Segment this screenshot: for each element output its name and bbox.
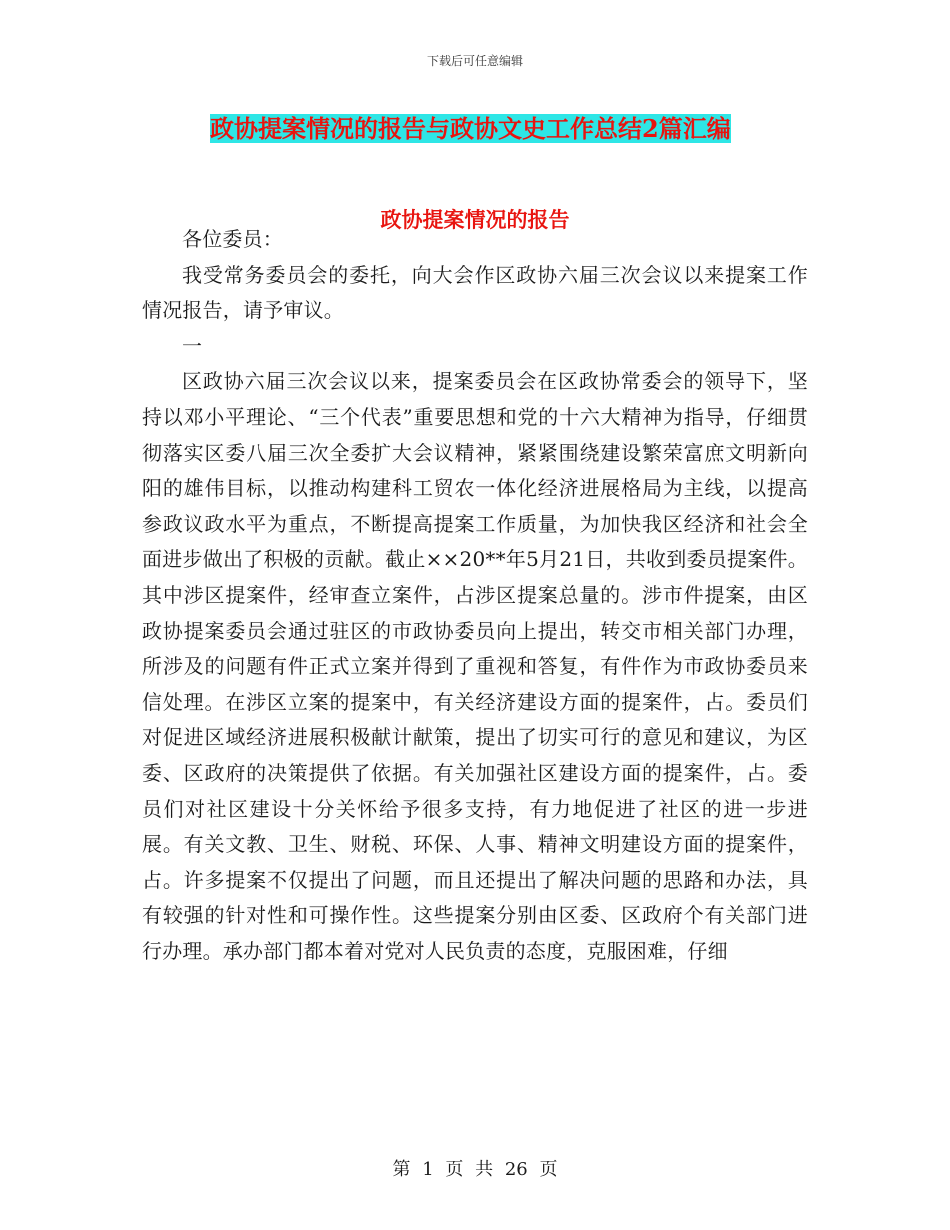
section-number-paragraph: 一 (182, 333, 203, 358)
page-footer: 第 1 页 共 26 页 (392, 1159, 558, 1180)
page-header-note: 下载后可任意编辑 (426, 54, 523, 68)
body-paragraph: 区政协六届三次会议以来，提案委员会在区政协常委会的领导下，坚持以邓小平理论、“三个代表”重要思想和党的十六大精神为指导，仔细贯彻落实区委八届三次全委扩大会议精神，紧紧围绕建设繁荣富庶文明新向阳的雄伟目标，以推动构建科工贸农一体化经济进展格局为主线，以提高参政议政水平为重点，不断提高提案工作质量，为加快我区经济和社会全面进步做出了积极的贡献。截止××20**年5月21日，共收到委员提案件。其中涉区提案件，经审查立案件，占涉区提案总量的。涉市件提案，由区政协提案委员会通过驻区的市政协委员向上提出，转交市相关部门办理，所涉及的问题有件正式立案并得到了重视和答复，有件作为市政协委员来信处理。在涉区立案的提案中，有关经济建设方面的提案件，占。委员们对促进区域经济进展积极献计献策，提出了切实可行的意见和建议，为区委、区政府的决策提供了依据。有关加强社区建设方面的提案件，占。委员们对社区建设十分关怀给予很多支持，有力地促进了社区的进一步进展。有关文教、卫生、财税、环保、人事、精神文明建设方面的提案件，占。许多提案不仅提出了问题，而且还提出了解决问题的思路和办法，具有较强的针对性和可操作性。这些提案分别由区委、区政府个有关部门进行办理。承办部门都本着对党对人民负责的态度，克服困难，仔细 (142, 369, 808, 963)
document-body (142, 222, 808, 969)
document-title (208, 112, 733, 146)
document-title-highlight: 政协提案情况的报告与政协文史工作总结2篇汇编 (210, 114, 731, 143)
intro-paragraph: 我受常务委员会的委托，向大会作区政协六届三次会议以来提案工作情况报告，请予审议。 (142, 262, 808, 323)
section-title: 政协提案情况的报告 (380, 207, 570, 232)
salutation-paragraph: 各位委员： (182, 227, 283, 251)
